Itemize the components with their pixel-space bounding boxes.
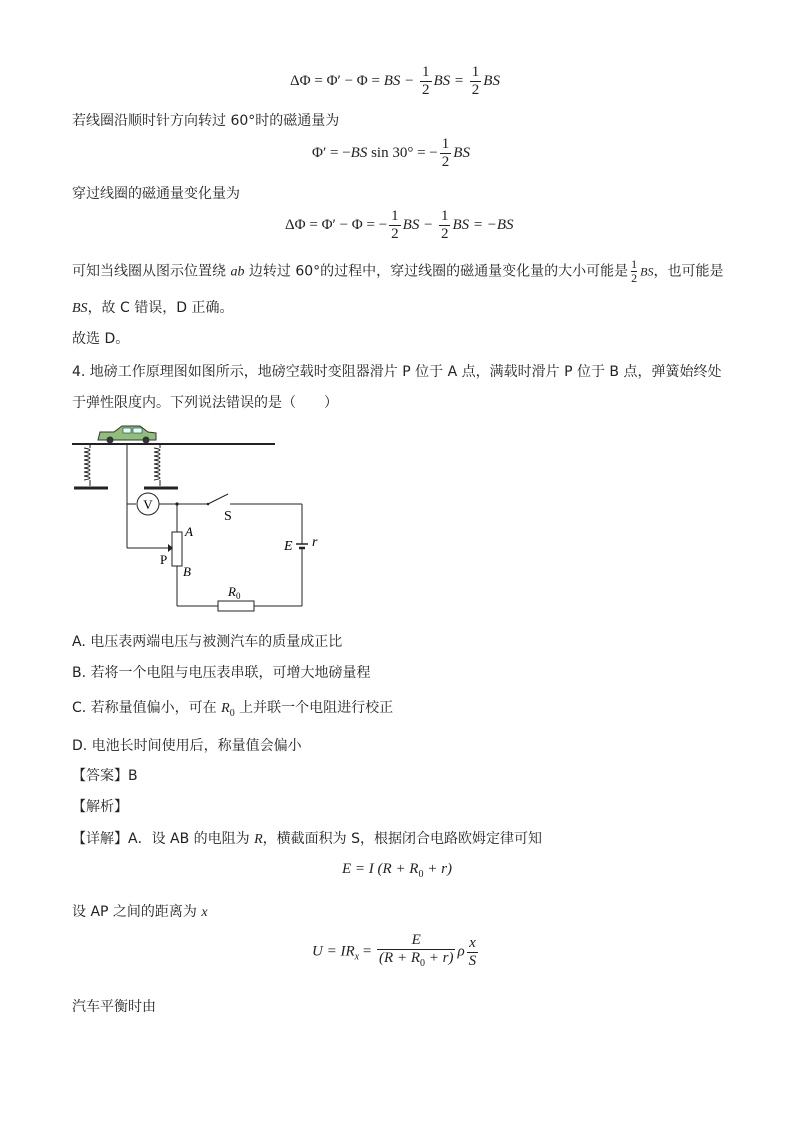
analysis-heading: 【解析】 [72,799,128,815]
text: R [254,832,263,847]
equation-ohm-law [342,861,452,880]
subscript: 0 [420,958,425,969]
numerator: 1 [391,208,399,224]
eq-text: BS [453,144,470,161]
denominator: 2 [631,271,638,285]
equation-voltage [312,932,480,972]
fraction [470,64,482,99]
fraction [389,208,401,243]
option-a: A. 电压表两端电压与被测汽车的质量成正比 [72,634,343,650]
emf-label: E [284,539,293,554]
denominator [377,950,455,972]
text-line: 若线圈沿顺时针方向转过 60°时的磁通量为 [72,113,340,129]
eq-text: BS [350,144,368,161]
denominator: 2 [422,82,430,98]
eq-text: sin 30° = − [367,144,438,161]
text: 【详解】A．设 AB 的电阻为 [72,831,255,847]
equation-delta-phi-2 [285,208,514,243]
text: 可知当线圈从图示位置绕 [72,263,231,280]
text-line: 汽车平衡时由 [72,999,156,1015]
resistor-r0-icon [218,601,254,611]
subscript: 0 [418,869,424,880]
equation-phi-prime [312,136,470,171]
denominator: 2 [441,154,450,170]
text: x [201,905,208,920]
text: 边转过 60°的过程中，穿过线圈的磁通量变化量的大小可能是 [244,263,629,280]
numerator: 1 [422,64,430,80]
denominator: S [468,952,477,969]
point-b-label: B [183,564,191,579]
internal-resistance-label: r [312,535,318,550]
eq-text: BS − [402,216,437,233]
question-4-line-2: 于弹性限度内。下列说法错误的是（ ） [72,395,338,411]
eq-text: E = I (R + R [342,861,419,877]
text: ，故 C 错误，D 正确。 [87,300,234,316]
text: 上并联一个电阻进行校正 [234,700,394,716]
denominator: 2 [471,82,480,98]
text-line [72,901,208,921]
numerator: 1 [631,257,638,271]
text-line [72,297,233,317]
voltmeter-label: V [143,497,153,512]
eq-text: (R + R [379,950,420,966]
subscript: x [354,951,360,963]
detail-line [72,828,542,848]
eq-text: ΔΦ = Φ′ − Φ = [290,72,384,89]
numerator: x [467,935,479,953]
text: 设 AP 之间的距离为 [72,904,202,920]
switch-icon [208,494,228,504]
text: ab [230,264,245,280]
right-spring [154,444,160,486]
point-a-label: A [185,524,193,539]
fraction [420,64,432,99]
option-b: B. 若将一个电阻与电压表串联，可增大地磅量程 [72,665,371,681]
fraction [467,935,479,970]
rheostat-icon [172,532,182,566]
text: C. 若称量值偏小，可在 [72,700,222,716]
numerator: 1 [441,136,450,152]
eq-text: BS [483,72,500,89]
fraction [440,136,452,171]
numerator: E [377,932,455,950]
eq-text: + r) [425,950,454,966]
left-spring [84,444,90,486]
switch-label: S [224,509,232,524]
option-d: D. 电池长时间使用后，称量值会偏小 [72,738,302,754]
numerator: 1 [471,64,480,80]
text-line: 故选 D。 [72,331,130,347]
weighbridge-circuit-diagram [70,418,320,614]
eq-text: BS = −BS [452,216,514,233]
denominator: 2 [391,226,399,242]
question-4-line-1: 4. 地磅工作原理图如图所示，地磅空载时变阻器滑片 P 位于 A 点，满载时滑片 P 位于 B 点，弹簧始终处 [72,364,722,380]
denominator: 2 [440,226,449,242]
numerator: 1 [440,208,449,224]
eq-text: = [359,943,376,960]
text-line [72,258,724,285]
car-icon [98,426,156,444]
eq-text: ΔΦ = Φ′ − Φ = − [285,216,388,233]
eq-text: BS − [383,72,418,89]
text: BS [640,264,654,279]
answer: 【答案】B [72,768,138,784]
eq-text: U = IR [312,943,355,960]
fraction [631,258,637,285]
equation-delta-phi-1 [290,64,500,99]
eq-text: Φ′ = − [312,144,351,161]
text-line: 穿过线圈的磁通量变化量为 [72,186,240,202]
slider-label: P [160,552,168,567]
r0-label: $R_0$ [228,584,241,601]
eq-text: BS = [433,72,468,89]
eq-text: ρ [457,943,465,960]
text: BS [72,301,88,316]
fraction [439,208,451,243]
text: ，横截面积为 S，根据闭合电路欧姆定律可知 [262,831,543,847]
text: ，也可能是 [653,263,724,280]
text: R [221,701,230,716]
eq-text: + r) [423,861,452,877]
fraction [377,932,455,972]
subscript: 0 [229,707,235,719]
option-c [72,697,393,719]
